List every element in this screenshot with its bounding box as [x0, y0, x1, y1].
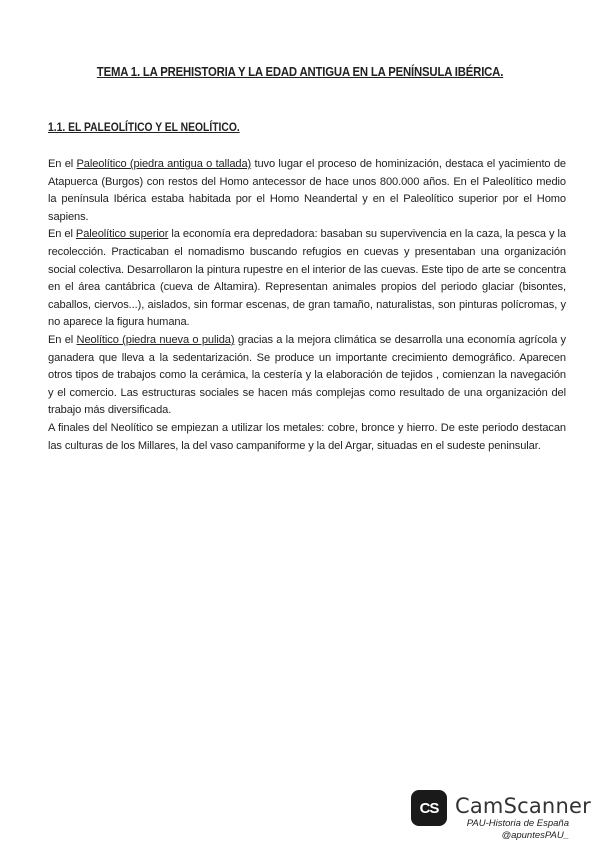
paragraph-upper-paleolithic: En el Paleolítico superior la economía era depredadora: basaban su supervivencia en la caza, la pesca y la recolección. Practicaban el nomadismo buscando refugios en cuevas y presentaban una organización social colectiva. Desarrollaron la pintura rupestre en el interior de las cuevas. Este tipo de arte se concentra en el área cantábrica (cueva de Altamira). Representan animales propios del periodo glaciar (bisontes, caballos, ciervos...), aislados, sin formar escenas, de gran tamaño, naturalistas, son pinturas polícromas, y no aparece la figura humana. — [48, 228, 566, 329]
watermark-line-2: @apuntesPAU_ — [501, 830, 569, 841]
camscanner-logo-icon: CS — [411, 790, 447, 826]
term-neolitico: Neolítico (piedra nueva o pulida) — [76, 333, 235, 346]
camscanner-watermark — [411, 790, 591, 842]
paragraph-paleolithic: En el Paleolítico (piedra antigua o tallada) tuvo lugar el proceso de hominización, destaca el yacimiento de Atapuerca (Burgos) con restos del Homo antecessor de hace unos 800.000 años. En el Paleolítico medio la península Ibérica estaba habitada por el Homo Neandertal y en el Paleolítico superior por el Homo sapiens. — [48, 158, 566, 223]
watermark-line-1: PAU-Historia de España — [466, 818, 569, 829]
paragraph-metals: A finales del Neolítico se empiezan a utilizar los metales: cobre, bronce y hierro. De este periodo destacan las culturas de los Millares, la del vaso campaniforme y la del Argar, situadas en el sudeste peninsular. — [48, 421, 566, 452]
term-paleolitico-superior: Paleolítico superior — [75, 228, 169, 241]
document-body — [48, 156, 566, 455]
document-title: TEMA 1. LA PREHISTORIA Y LA EDAD ANTIGUA EN LA PENÍNSULA IBÉRICA. — [96, 64, 504, 79]
term-paleolitico: Paleolítico (piedra antigua o tallada) — [76, 158, 252, 170]
section-title: 1.1. EL PALEOLÍTICO Y EL NEOLÍTICO. — [48, 120, 240, 134]
paragraph-neolithic: En el Neolítico (piedra nueva o pulida) gracias a la mejora climática se desarrolla una economía agrícola y ganadera que lleva a la sedentarización. Se produce un importante crecimiento demográfico. Aparecen otros tipos de trabajos como la cerámica, la cestería y la elaboración de tejidos , comienzan la navegación y el comercio. Las estructuras sociales se hacen más complejas como resultado de una organización del trabajo más diversificada. — [48, 333, 566, 417]
camscanner-name: CamScanner — [455, 794, 591, 818]
